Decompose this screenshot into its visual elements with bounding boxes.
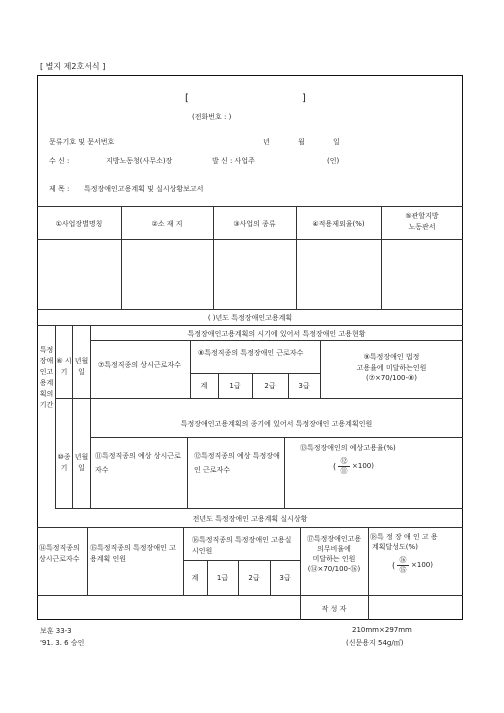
footer-approval: '91. 3. 6 승인	[40, 639, 85, 647]
actual-grade-2: 2급	[248, 574, 260, 582]
expected-regular-workers-header: ⑪특정직종의 예상 상시근로자수	[95, 452, 181, 474]
footer-paper-size: 210mm×297mm	[352, 626, 412, 634]
phone-number: (전화번호 : )	[192, 113, 232, 121]
end-time-date-header: 년월일	[74, 453, 89, 472]
footer-code: 보훈 33-3	[40, 627, 72, 635]
start-time-title: 특정장애인고용계획의 시기에 있어서 특정장애인 고용현황	[187, 330, 366, 338]
seal-mark: (인)	[327, 157, 340, 165]
actual-regular-workers-header: ⑭특정직종의 상시근로자수	[39, 544, 80, 563]
actual-grade-3: 3급	[279, 574, 291, 582]
grade-total: 계	[200, 382, 208, 390]
grade-3: 3급	[298, 382, 310, 390]
planned-disabled-header: ⑮특정직종의 특정장애인 고용계획 인원	[90, 544, 176, 563]
mandatory-shortfall-header-2: 의무비율에	[317, 545, 351, 553]
legal-shortfall-formula: (⑦×70/100-⑧)	[365, 374, 418, 382]
actual-grade-1: 1급	[216, 574, 229, 582]
end-time-header: ⑩종기	[57, 453, 71, 472]
footer-paper-type: (신문용지 54g/㎡)	[346, 639, 404, 647]
business-type-header: ③사업의 종류	[233, 220, 276, 228]
date-year: 년	[263, 138, 270, 146]
bracket-close: ]	[302, 93, 306, 104]
sender-label: 발 신 : 사업주	[212, 157, 255, 165]
achievement-multiplier: ×100)	[411, 561, 433, 569]
implemented-disabled-header: ⑯특정직종의 특정장애인 고용실시인원	[192, 536, 292, 555]
plan-year-title: ( )년도 특정장애인고용계획	[207, 314, 293, 322]
legal-shortfall-header-1: ⑨특정장애인 법정	[363, 353, 420, 361]
actual-grade-total: 계	[191, 574, 199, 582]
exemption-rate-header: ④적용제외율(%)	[312, 220, 365, 228]
subject-label: 제 목 :	[49, 185, 70, 193]
expected-rate-multiplier: ×100)	[352, 462, 374, 470]
plan-period-side-label: 특정장애인고용계획의 기간	[39, 346, 54, 409]
end-time-title: 특정장애인고용계획의 종기에 있어서 특정장애인 고용계획인원	[180, 420, 373, 428]
labor-office-header-2: 노동관서	[408, 223, 436, 231]
date-month: 월	[298, 138, 305, 146]
actual-title: 전년도 특정장애인 고용계획 실시상황	[192, 515, 308, 523]
business-name-header: ①사업장별명칭	[55, 220, 103, 228]
mandatory-shortfall-header-1: ⑰특정장애인고용	[306, 535, 362, 543]
expected-disabled-workers-header: ⑫특정직종의 예상 특정장애인 근로자수	[194, 452, 280, 474]
legal-shortfall-header-2: 고용율에 미달하는인원	[356, 364, 427, 372]
mandatory-shortfall-formula: (⑭×70/100-⑯)	[307, 565, 361, 573]
achievement-fraction: ⑯ ⑮	[397, 556, 409, 575]
achievement-header-2: 계획달성도(%)	[372, 543, 418, 551]
regular-workers-header: ⑦특정직종의 상시근로자수	[98, 361, 181, 369]
expected-rate-header: ⑬특정장애인의 예상고용율(%)	[300, 444, 396, 452]
recipient-label: 수 신 :	[49, 157, 70, 165]
start-time-date-header: 년월일	[74, 357, 89, 376]
expected-rate-fraction: ⑫ ⑪	[338, 457, 350, 476]
grade-1: 1급	[229, 382, 241, 390]
grade-2: 2급	[264, 382, 276, 390]
writer-label: 작 성 자	[321, 605, 347, 613]
subject-value: 특정장애인고용계획 및 실시상황보고서	[84, 185, 204, 193]
recipient-value: 지방노동청(사무소)장	[106, 157, 173, 165]
achievement-header-1: ⑱특 정 장 애 인 고 용	[370, 533, 438, 541]
start-time-header: ⑥ 시기	[56, 357, 72, 376]
labor-office-header-1: ⑤관할지방	[405, 212, 439, 220]
bracket-open: [	[185, 93, 189, 104]
mandatory-shortfall-header-3: 미달하는 인원	[312, 555, 356, 563]
disabled-workers-header: ⑧특정직종의 특정장애인 근로자수	[198, 349, 304, 357]
date-day: 일	[333, 138, 340, 146]
location-header: ②소 재 지	[151, 220, 183, 228]
form-label: [ 별지 제2호서식 ]	[40, 62, 106, 71]
document-number-label: 문류기호 및 문서번호	[49, 138, 115, 146]
